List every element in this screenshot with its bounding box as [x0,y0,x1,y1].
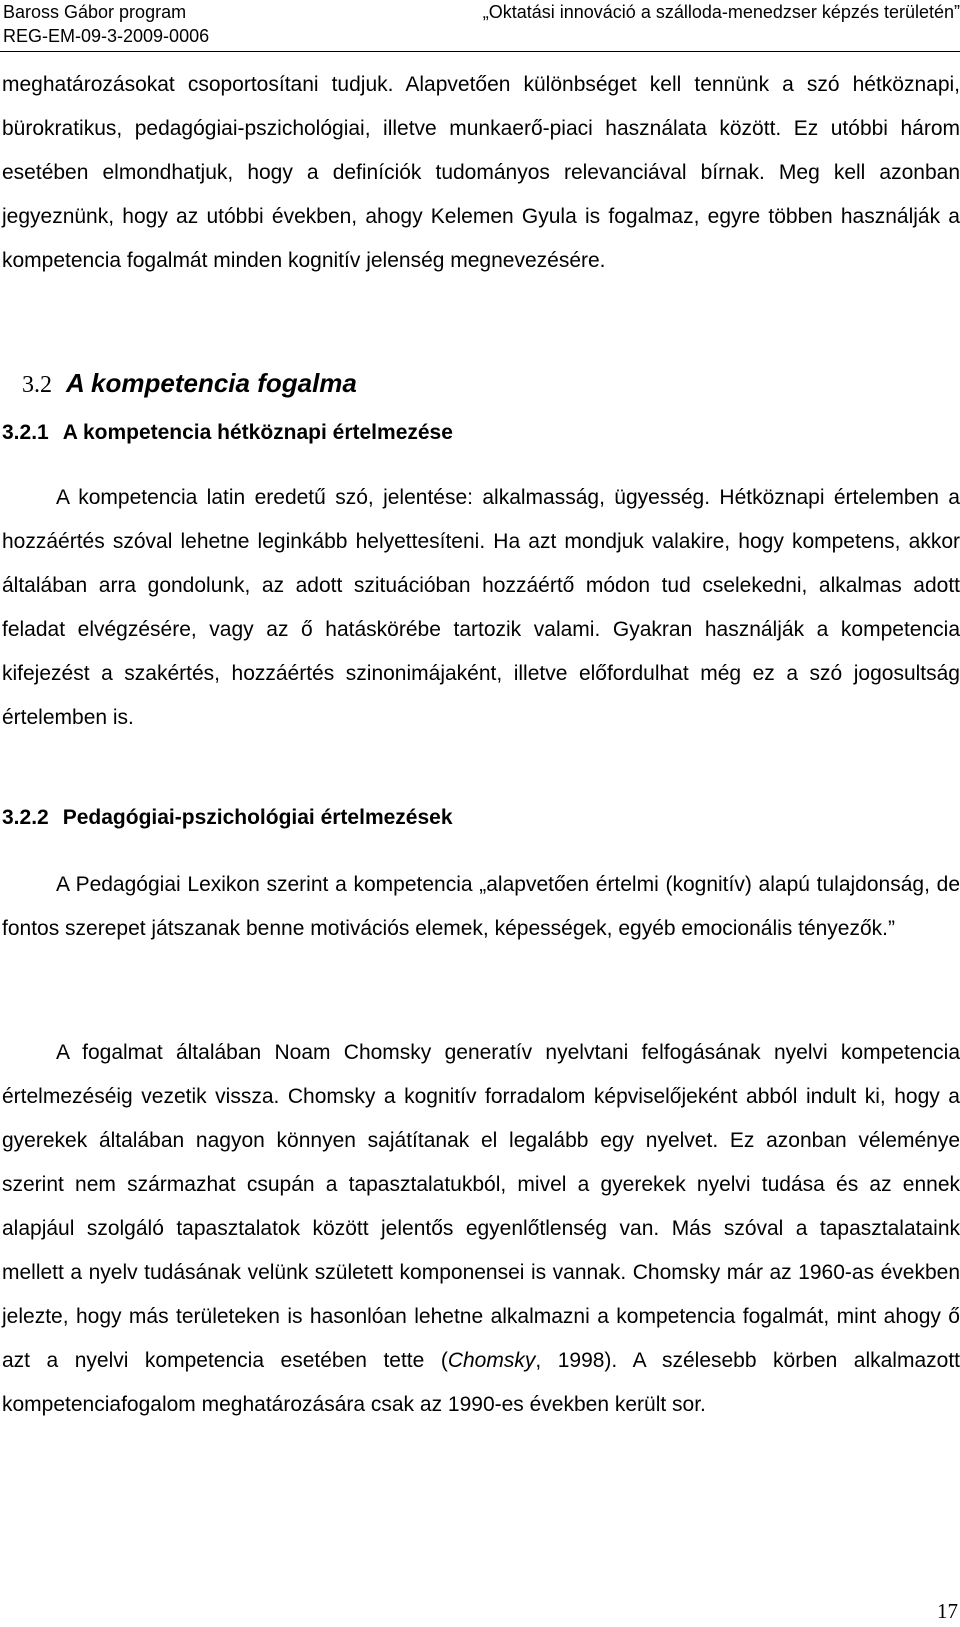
paragraph-intro: meghatározásokat csoportosítani tudjuk. Alapvetően különbséget kell tennünk a szó hétköznapi, bürokratikus, pedagógiai-pszichológiai, illetve munkaerő-piaci használata között. Ez utóbbi három esetében elmondhatjuk, hogy a definíciók tudományos relevanciával bírnak. Meg kell azonban jegyeznünk, hogy az utóbbi években, ahogy Kelemen Gyula is fogalmaz, egyre többen használják a kompetencia fogalmát minden kognitív jelenség megnevezésére. [2,73,960,272]
header-left [3,0,209,48]
header-program-name: Baross Gábor program [3,2,187,22]
paragraph-chomsky [2,1031,960,1427]
header-rule [0,51,960,52]
chomsky-text-before: A fogalmat általában Noam Chomsky generatív nyelvtani felfogásának nyelvi kompetencia értelmezéséig vezetik vissza. Chomsky a kognitív forradalom képviselőjeként abból indult ki, hogy a gyerekek általában nagyon könnyen sajátítanak el legalább egy nyelvet. Ez azonban véleménye szerint nem származhat csupán a tapasztalatukból, mivel a gyerekek nyelvi tudása és az ennek alapjául szolgáló tapasztalatok között jelentős egyenlőtlenség van. Más szóval a tapasztalataink mellett a nyelv tudásának velünk született komponensei is vannak. Chomsky már az 1960-as években jelezte, hogy más területeken is hasonlóan lehetne alkalmazni a kompetencia fogalmát, mint ahogy ő azt a nyelvi kompetencia esetében tette ( [2,1041,960,1372]
subsection-title-1: A kompetencia hétköznapi értelmezése [62,421,453,444]
subsection-heading-2 [2,804,453,832]
chomsky-text-after: , 1998). A szélesebb körben alkalmazott kompetenciafogalom meghatározására csak az 1990-es években került sor. [2,1349,960,1416]
header-program-code: REG-EM-09-3-2009-0006 [3,26,210,46]
section-number: 3.2 [22,372,52,398]
page-header [0,0,960,50]
subsection-number-1: 3.2.1 [2,421,49,444]
section-title: A kompetencia fogalma [66,368,357,398]
subsection-heading-1 [2,419,453,447]
page-number: 17 [937,1599,958,1623]
header-project-title: „Oktatási innováció a szálloda-menedzser képzés területén” [482,2,960,22]
chomsky-citation: Chomsky [447,1349,536,1372]
subsection-title-2: Pedagógiai-pszichológiai értelmezések [62,806,453,829]
paragraph-pedagogical-lexicon: A Pedagógiai Lexikon szerint a kompetencia „alapvetően értelmi (kognitív) alapú tulajdonság, de fontos szerepet játszanak benne motivációs elemek, képességek, egyéb emocionális tényezők.” [2,873,960,940]
paragraph-everyday-meaning: A kompetencia latin eredetű szó, jelentése: alkalmasság, ügyesség. Hétköznapi értelemben a hozzáértés szóval lehetne leginkább helyettesíteni. Ha azt mondjuk valakire, hogy kompetens, akkor általában arra gondolunk, az adott szituációban hozzáértő módon tud cselekedni, alkalmas adott feladat elvégzésére, vagy az ő hatáskörébe tartozik valami. Gyakran használják a kompetencia kifejezést a szakértés, hozzáértés szinonimájaként, illetve előfordulhat még ez a szó jogosultság értelemben is. [2,486,960,729]
section-heading [22,366,357,402]
subsection-number-2: 3.2.2 [2,806,49,829]
header-right [483,0,960,24]
